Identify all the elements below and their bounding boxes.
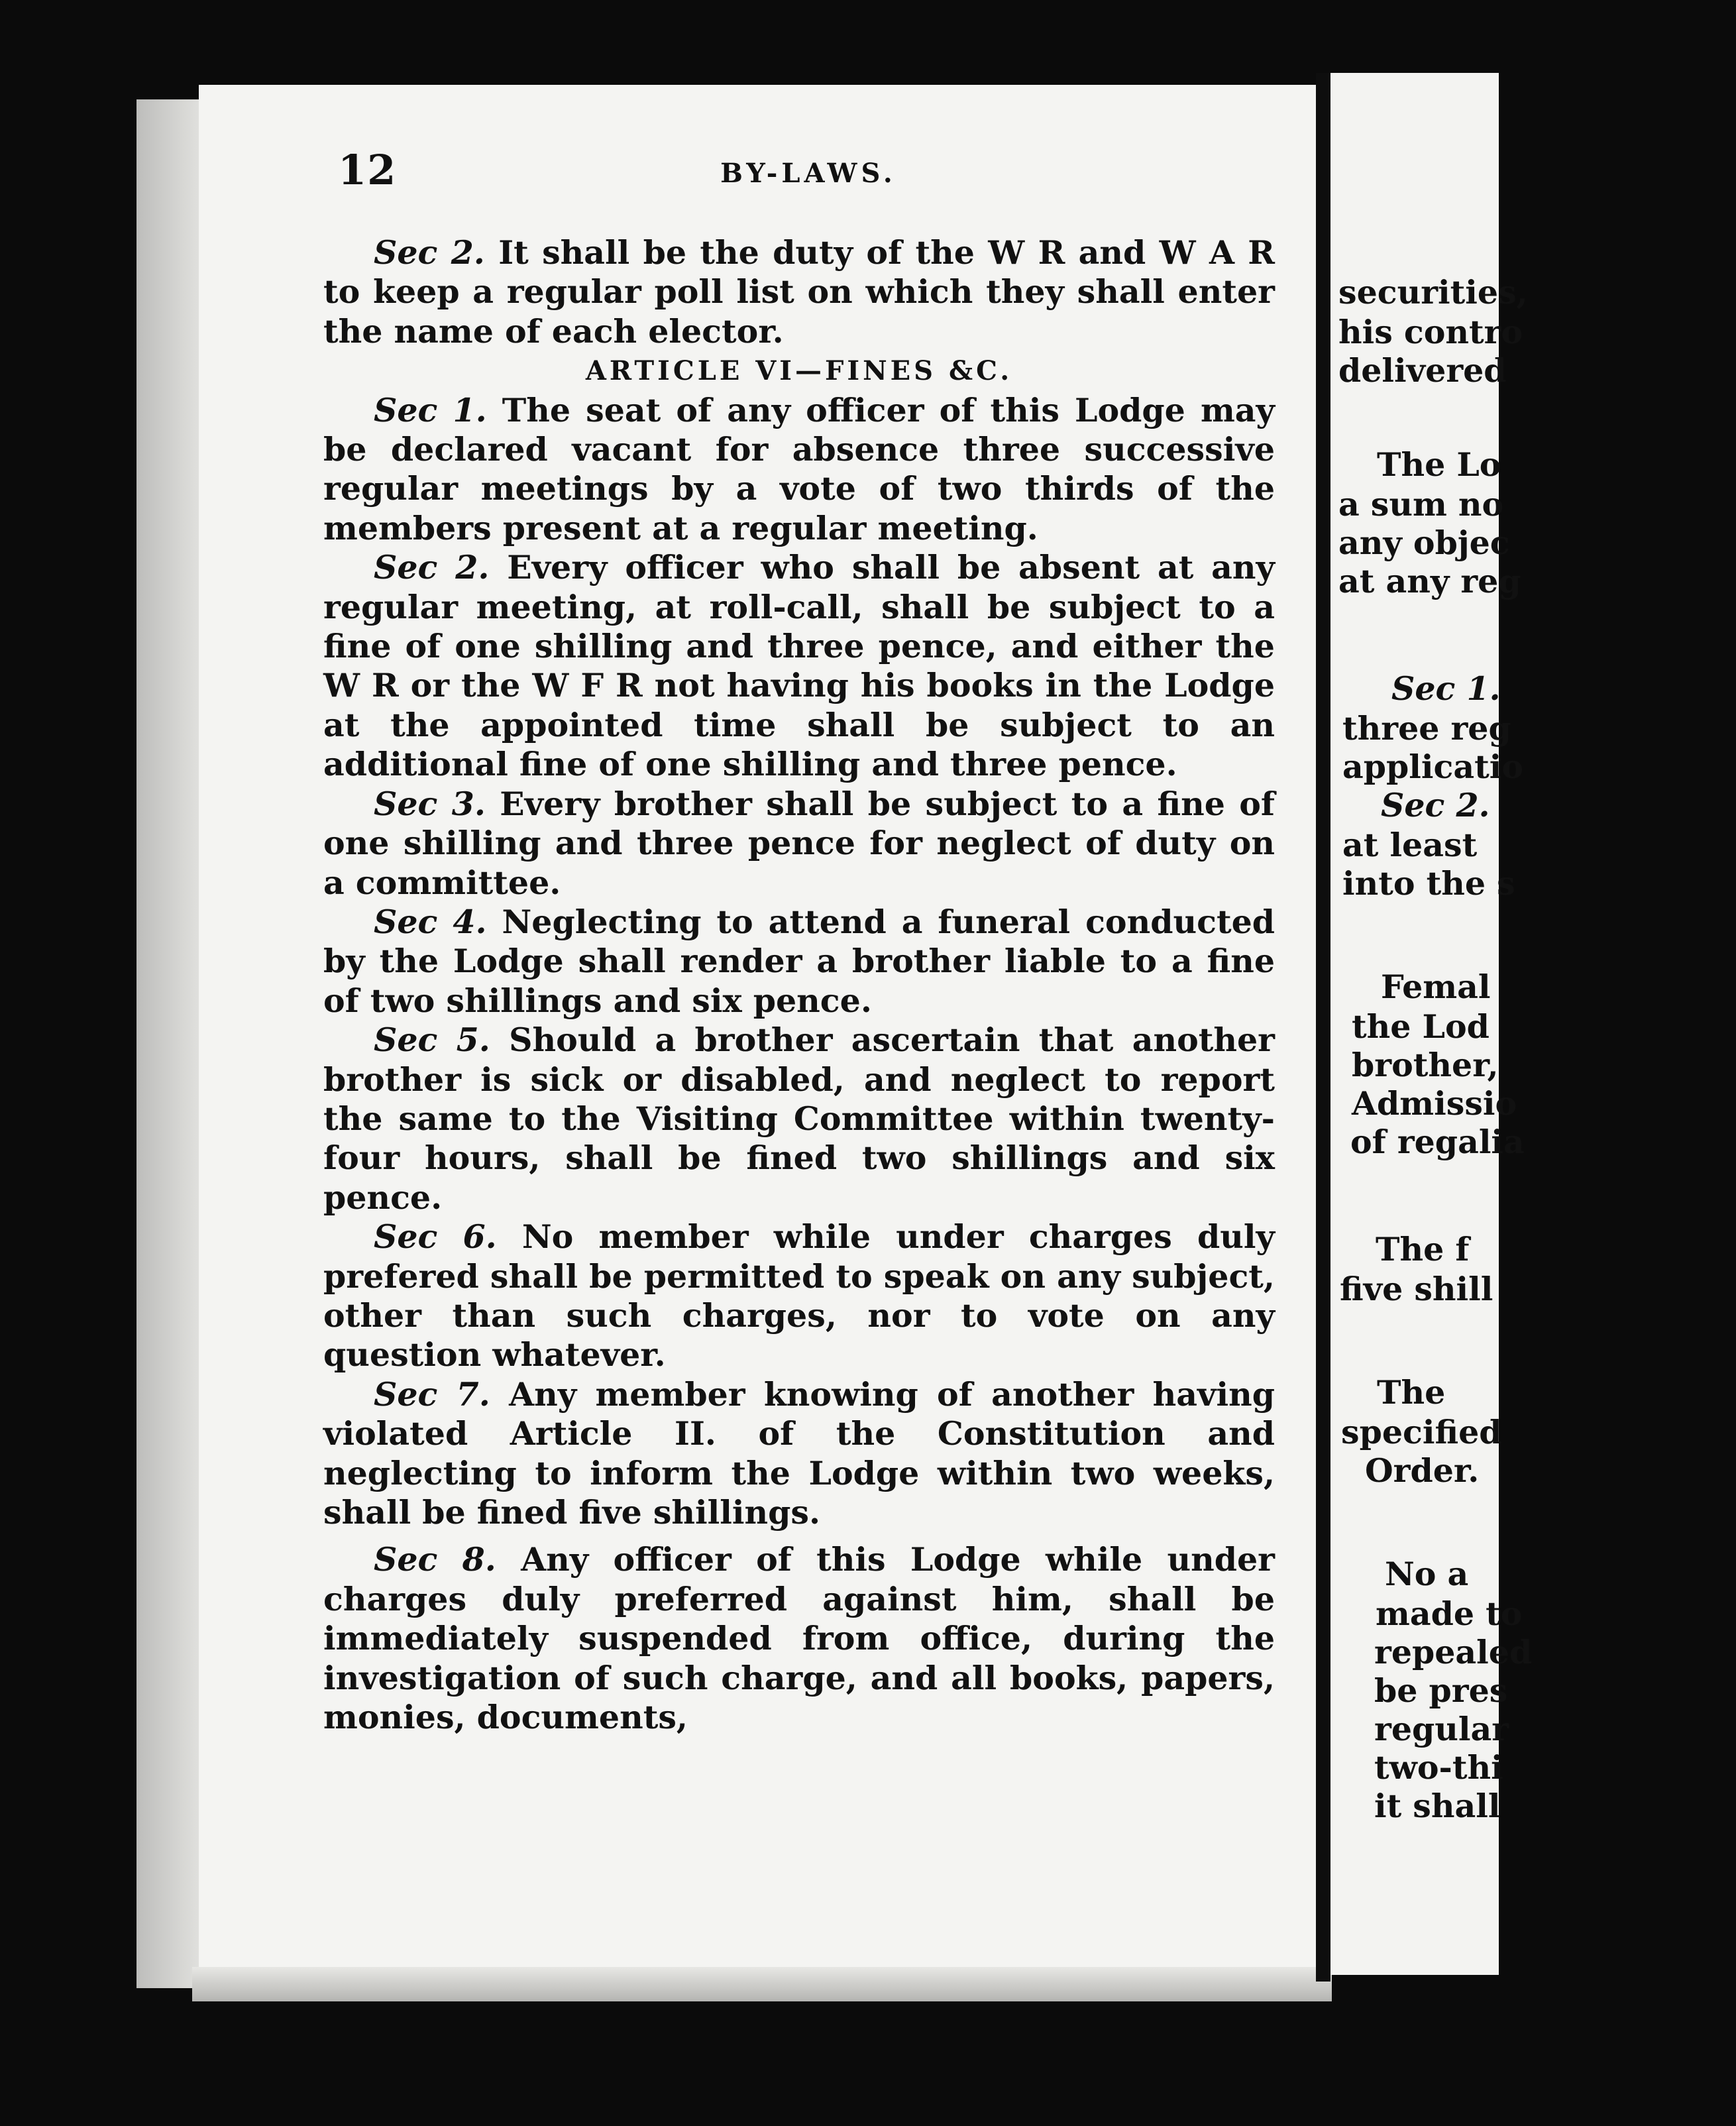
section-text: Every brother shall be subject to a fine of one shilling and three pence for neglect of duty on a committee. — [323, 784, 1275, 902]
right-page-line: a sum no — [1338, 485, 1504, 524]
section-label: Sec 6. — [374, 1217, 497, 1257]
running-head: BY-LAWS. — [720, 158, 896, 189]
section-label: Sec 3. — [374, 784, 486, 823]
right-page-line: Order. — [1365, 1451, 1480, 1490]
section-label: Sec 8. — [374, 1540, 496, 1579]
right-page-line: five shill — [1340, 1270, 1493, 1308]
section-1 — [323, 391, 1275, 549]
right-page-line: it shall — [1374, 1787, 1501, 1825]
right-page-line: Sec 2. — [1381, 786, 1490, 824]
section-2 — [323, 548, 1275, 784]
section-text: Neglecting to attend a funeral conducted by the Lodge shall render a brother liable to a fine of two shillings and six pence. — [323, 902, 1275, 1020]
section-5 — [323, 1021, 1275, 1217]
section-text: Should a brother ascertain that another brother is sick or disabled, and neglect to report the same to the Visiting Committee within twenty-four hours, shall be fined two shillings and six pence. — [323, 1021, 1275, 1217]
page-number: 12 — [338, 146, 397, 194]
right-page-line: applicatio — [1342, 748, 1524, 786]
section-7 — [323, 1375, 1275, 1533]
right-page-line: Sec 1. — [1391, 669, 1501, 708]
right-page-line: his contro — [1338, 313, 1523, 351]
page-body — [323, 233, 1275, 1737]
right-page-line: three reg — [1342, 709, 1511, 748]
right-page-line: The f — [1376, 1230, 1470, 1268]
right-page-line: specified — [1341, 1413, 1502, 1451]
section-label: Sec 2. — [374, 233, 485, 272]
article-heading: ARTICLE VI—FINES &C. — [585, 355, 1013, 387]
section-label: Sec 2. — [374, 548, 490, 587]
section-text: Any officer of this Lodge while under charges duly preferred against him, shall be immediately suspended from office, during the investigation of such charge, and all books, papers, monies, documents, — [323, 1540, 1275, 1737]
section-text: No member while under charges duly prefered shall be permitted to speak on any subject, other than such charges, nor to vote on any question whatever. — [323, 1217, 1275, 1374]
section-text: It shall be the duty of the W R and W A R to keep a regular poll list on which they shall enter the name of each elector. — [323, 233, 1275, 351]
right-page — [1330, 73, 1533, 1975]
section-8 — [323, 1540, 1275, 1737]
section-label: Sec 4. — [374, 902, 487, 941]
right-page-line: of regalia — [1350, 1123, 1525, 1161]
right-page-line: brother, — [1352, 1046, 1499, 1084]
right-page-line: securities, — [1338, 273, 1528, 311]
right-page-line: any objec — [1338, 524, 1510, 562]
right-page-line: into the s — [1342, 864, 1515, 903]
right-page-line: at least — [1342, 826, 1478, 864]
section-label: Sec 1. — [374, 390, 487, 429]
section-6 — [323, 1217, 1275, 1375]
section-text: The seat of any officer of this Lodge may be declared vacant for absence three successive regular meetings by a vote of two thirds of the members present at a regular meeting. — [323, 390, 1275, 547]
right-page-line: two-thi — [1374, 1748, 1503, 1787]
page-fold — [1316, 73, 1330, 1982]
right-page-line: at any reg — [1338, 562, 1521, 600]
intro-section — [323, 233, 1275, 351]
right-page-line: delivered — [1338, 351, 1507, 390]
right-page-line: be pres — [1374, 1671, 1508, 1710]
page-bottom-edge — [192, 1967, 1332, 2001]
right-page-line: No a — [1385, 1555, 1469, 1593]
right-page-line: The — [1377, 1373, 1446, 1412]
right-page-line: repealed — [1374, 1633, 1533, 1671]
right-page-line: Femal — [1381, 968, 1491, 1006]
section-4 — [323, 903, 1275, 1021]
right-page-line: the Lod — [1352, 1007, 1490, 1046]
section-text: Any member knowing of another having violated Article II. of the Constitution and neglecting to inform the Lodge within two weeks, shall be fined five shillings. — [323, 1374, 1275, 1532]
section-3 — [323, 785, 1275, 903]
section-label: Sec 7. — [374, 1374, 490, 1414]
section-label: Sec 5. — [374, 1021, 490, 1060]
right-page-line: Admissio — [1352, 1084, 1517, 1123]
section-text: Every officer who shall be absent at any regular meeting, at roll-call, shall be subject to a fine of one shilling and three pence, and either the W R or the W F R not having his books in the Lodge at the appointed time shall be subject to an additional fine of one shilling and three pence. — [323, 548, 1275, 784]
right-page-line: regular — [1374, 1710, 1509, 1748]
binding-gutter — [136, 99, 203, 1988]
right-page-line: The Lo — [1377, 445, 1501, 484]
right-page-line: made to — [1376, 1594, 1523, 1633]
page-header — [338, 146, 1279, 192]
